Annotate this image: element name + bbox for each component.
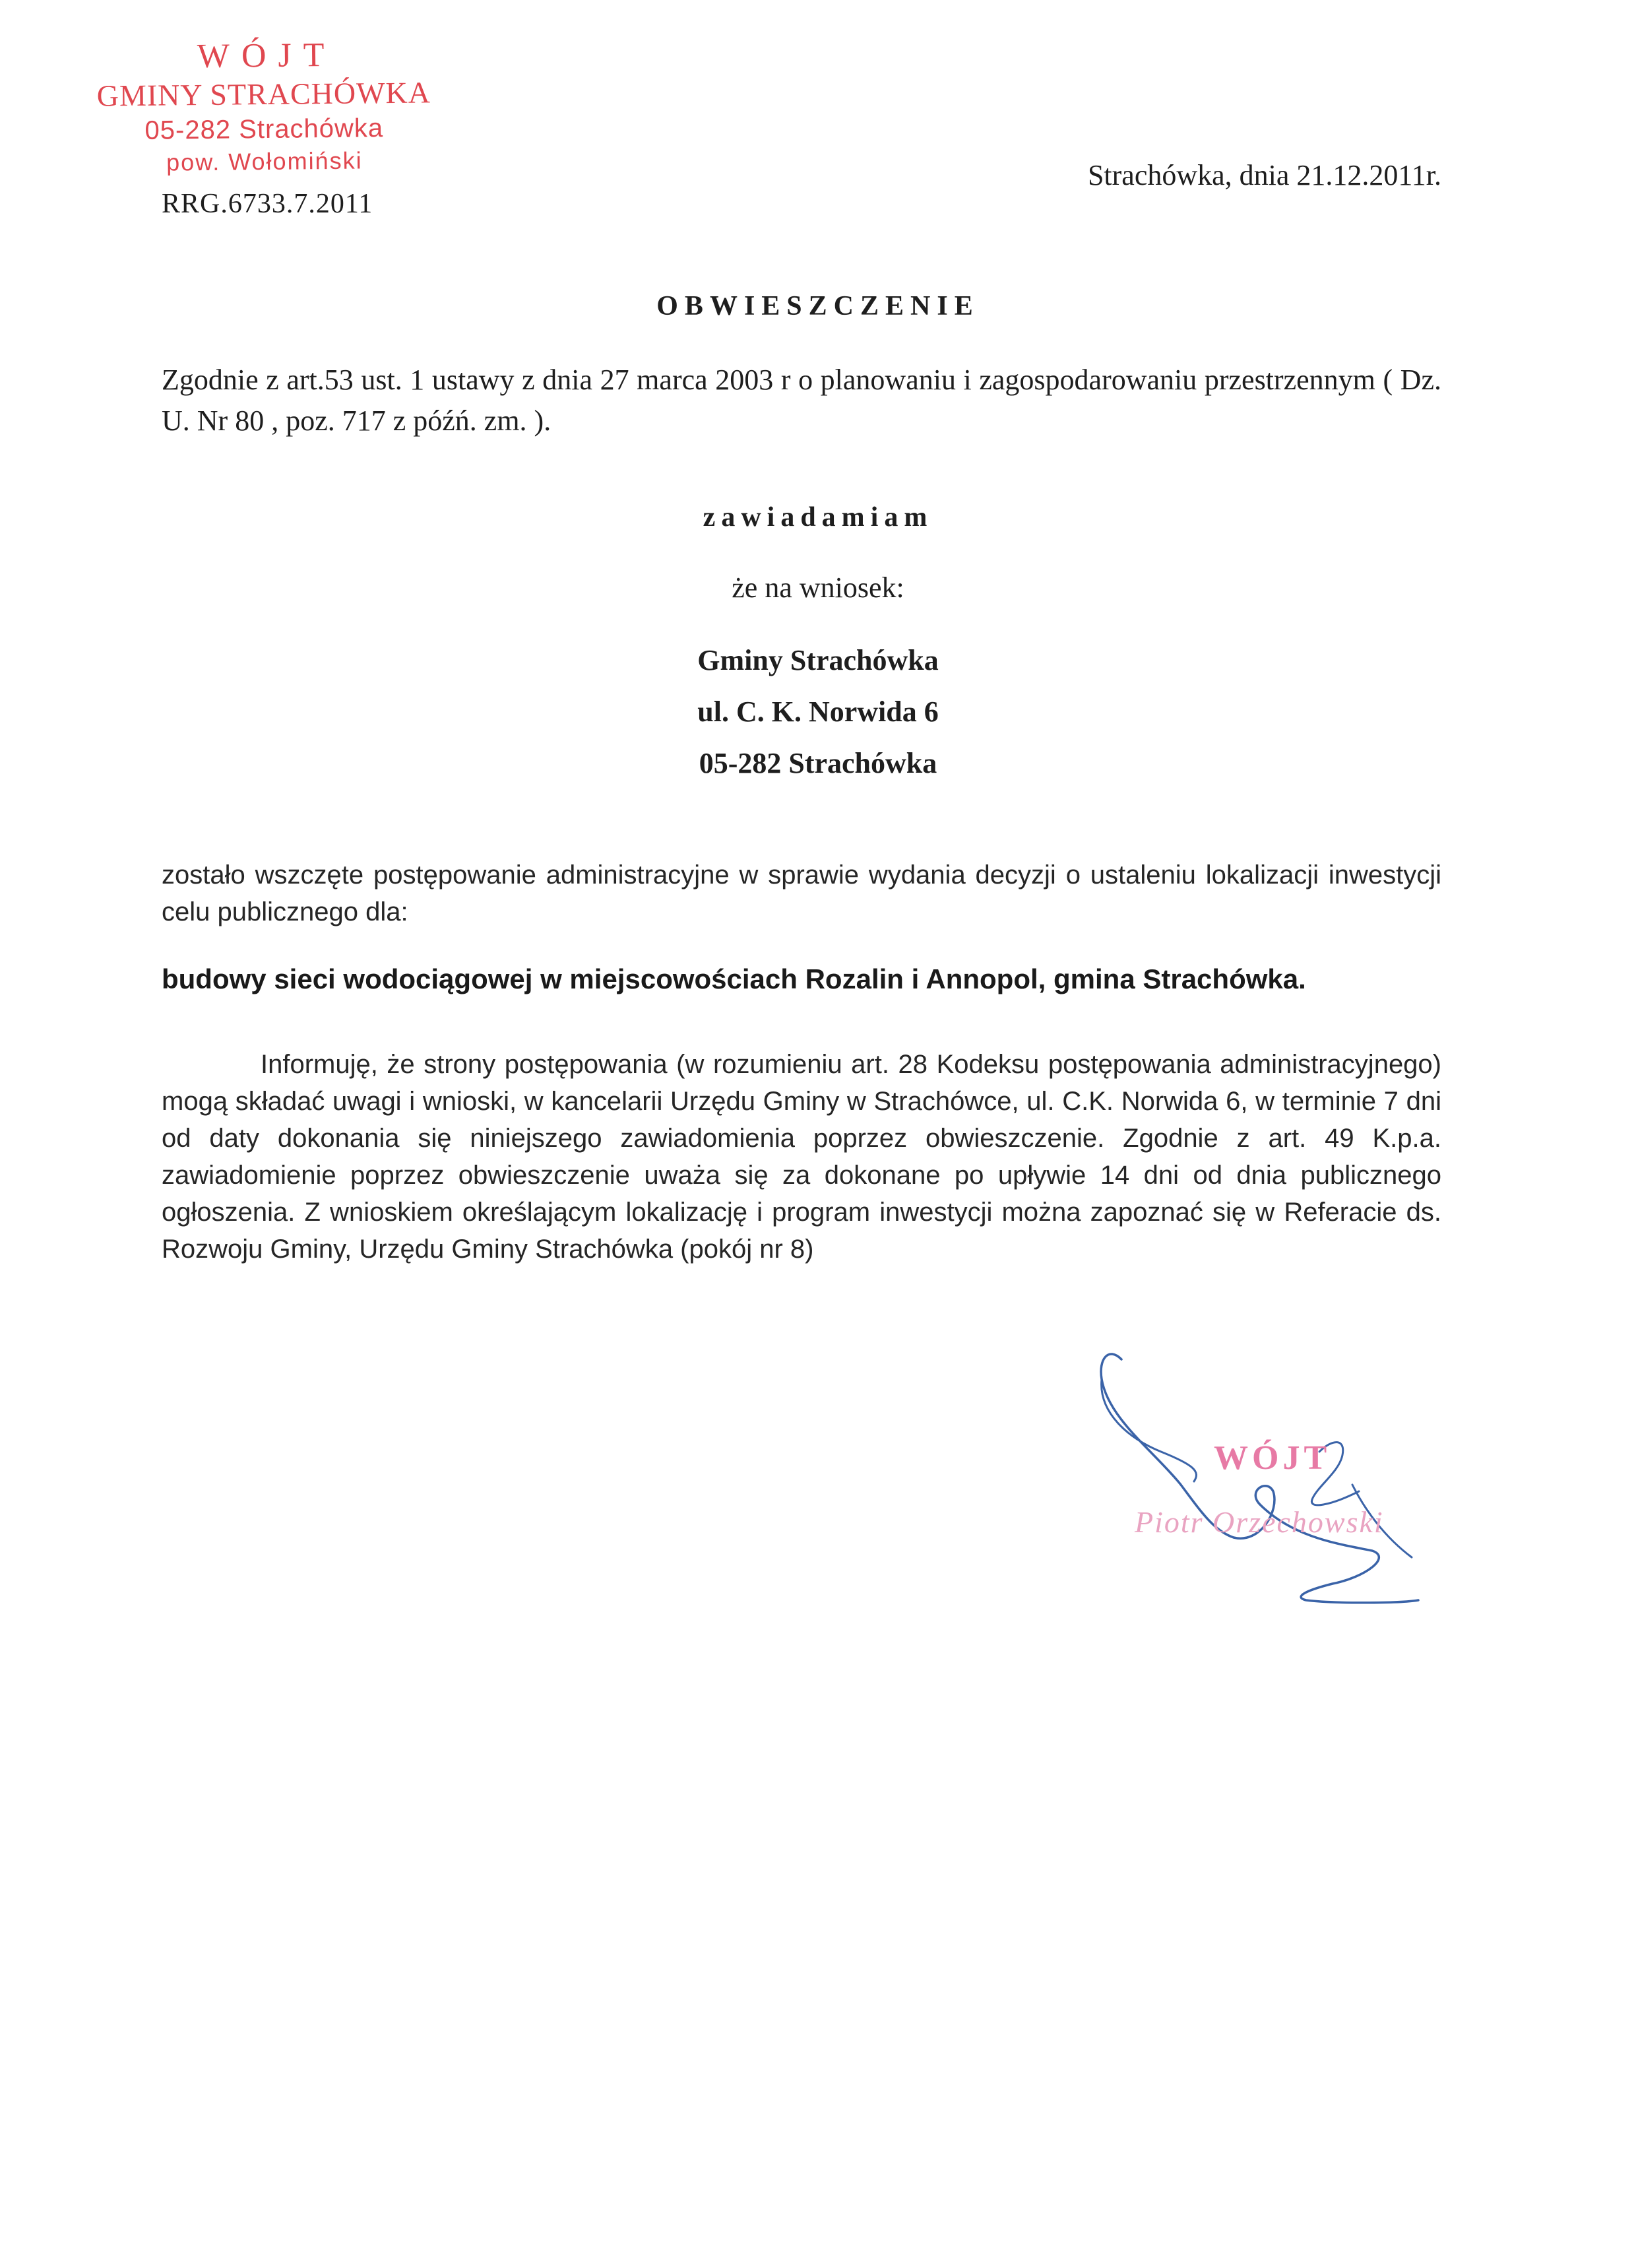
document-title: OBWIESZCZENIE <box>656 291 980 321</box>
applicant-street: ul. C. K. Norwida 6 <box>697 696 939 728</box>
handwritten-signature <box>1082 1340 1451 1617</box>
stamp-line-title: WÓJT <box>197 36 336 76</box>
place-and-date: Strachówka, dnia 21.12.2011r. <box>1087 159 1441 191</box>
office-stamp <box>79 34 449 179</box>
applicant-city: 05-282 Strachówka <box>699 747 937 779</box>
information-paragraph: Informuję, że strony postępowania (w rozumieniu art. 28 Kodeksu postępowania administracyjnego) mogą składać uwagi i wnioski, w kancelarii Urzędu Gminy w Strachówce, ul. C.K. Norwida 6, w terminie 7 dni od daty dokonania się niniejszego zawiadomienia poprzez obwieszczenie. Zgodnie z art. 49 K.p.a. zawiadomienie poprzez obwieszczenie uważa się za dokonane po upływie 14 dni od dnia publicznego ogłoszenia. Z wnioskiem określającym lokalizację i program inwestycji można zapoznać się w Referacie ds. Rozwoju Gminy, Urzędu Gminy Strachówka (pokój nr 8) <box>162 1050 1441 1264</box>
proceedings-paragraph: zostało wszczęte postępowanie administracyjne w sprawie wydania decyzji o ustaleniu lokalizacji inwestycji celu publicznego dla: <box>162 860 1441 926</box>
applicant-name: Gminy Strachówka <box>697 644 939 676</box>
stamp-line-municipality: GMINY STRACHÓWKA <box>96 75 431 113</box>
signature-stamp-name: Piotr Orzechowski <box>1135 1505 1384 1539</box>
investment-subject: budowy sieci wodociągowej w miejscowościach Rozalin i Annopol, gmina Strachówka. <box>162 963 1306 994</box>
stamp-line-postcode: 05-282 Strachówka <box>144 113 384 145</box>
reference-number: RRG.6733.7.2011 <box>162 189 373 219</box>
stamp-line-county: pow. Wołomiński <box>166 146 363 176</box>
request-intro: że na wniosek: <box>732 571 904 604</box>
announcement-heading: zawiadamiam <box>703 502 933 533</box>
applicant-address <box>0 635 1636 789</box>
legal-basis-paragraph: Zgodnie z art.53 ust. 1 ustawy z dnia 27 marca 2003 r o planowaniu i zagospodarowaniu przestrzennym ( Dz. U. Nr 80 , poz. 717 z późń. zm. ). <box>162 364 1441 437</box>
signature-stamp-title: WÓJT <box>1214 1439 1331 1477</box>
signature-block <box>1082 1340 1451 1617</box>
